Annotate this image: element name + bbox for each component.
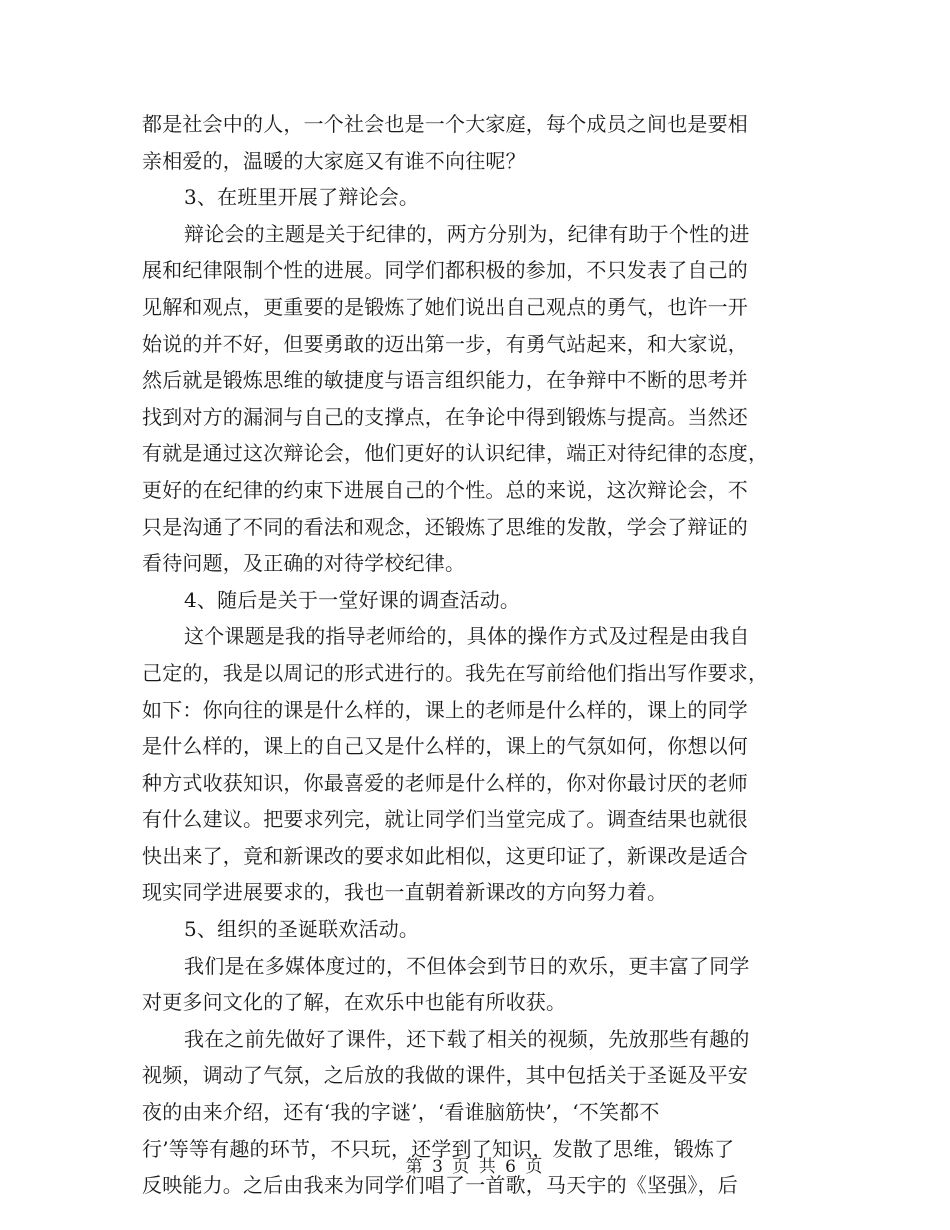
text-line: 然后就是锻炼思维的敏捷度与语言组织能力，在争辩中不断的思考并 — [142, 368, 748, 393]
text-line: 快出来了，竟和新课改的要求如此相似，这更印证了，新课改是适合 — [142, 843, 748, 868]
text-line: 现实同学进展要求的，我也一直朝着新课改的方向努力着。 — [142, 880, 668, 905]
text-line: 只是沟通了不同的看法和观念，还锻炼了思维的发散，学会了辩证的 — [142, 514, 748, 539]
text-line: 夜的由来介绍，还有‘我的字谜’，‘看谁脑筋快’，‘不笑都不 — [142, 1100, 660, 1125]
text-line: 对更多问文化的了解，在欢乐中也能有所收获。 — [142, 990, 567, 1015]
body-text — [142, 106, 797, 1204]
text-line: 我在之前先做好了课件，还下载了相关的视频，先放那些有趣的 — [184, 1026, 750, 1051]
text-line: 有什么建议。把要求列完，就让同学们当堂完成了。调查结果也就很 — [142, 807, 748, 832]
section-heading: 5、组织的圣诞联欢活动。 — [184, 917, 420, 942]
text-line: 种方式收获知识，你最喜爱的老师是什么样的，你对你最讨厌的老师 — [142, 770, 748, 795]
text-line: 看待问题，及正确的对待学校纪律。 — [142, 551, 466, 576]
text-line: 反映能力。之后由我来为同学们唱了一首歌，马天宇的《坚强》，后 — [142, 1173, 738, 1198]
text-line: 这个课题是我的指导老师给的，具体的操作方式及过程是由我自 — [184, 624, 750, 649]
text-line: 都是社会中的人，一个社会也是一个大家庭，每个成员之间也是要相 — [142, 112, 748, 136]
text-line: 展和纪律限制个性的进展。同学们都积极的参加，不只发表了自己的 — [142, 258, 748, 283]
text-line: 亲相爱的，温暖的大家庭又有谁不向往呢？ — [142, 148, 526, 173]
text-line: 视频，调动了气氛，之后放的我做的课件，其中包括关于圣诞及平安 — [142, 1063, 748, 1088]
section-heading: 4、随后是关于一堂好课的调查活动。 — [184, 587, 521, 612]
text-line: 如下：你向往的课是什么样的，课上的老师是什么样的，课上的同学 — [142, 697, 748, 722]
text-line: 己定的，我是以周记的形式进行的。我先在写前给他们指出写作要求， — [142, 660, 769, 685]
text-line: 更好的在纪律的约束下进展自己的个性。总的来说，这次辩论会，不 — [142, 477, 748, 502]
text-line: 我们是在多媒体度过的，不但体会到节日的欢乐，更丰富了同学 — [184, 953, 750, 978]
text-line: 行’等等有趣的环节，不只玩，还学到了知识，发散了思维，锻炼了 — [142, 1136, 735, 1161]
text-line: 见解和观点，更重要的是锻炼了她们说出自己观点的勇气，也许一开 — [142, 294, 748, 319]
text-line: 有就是通过这次辩论会，他们更好的认识纪律，端正对待纪律的态度， — [142, 441, 769, 466]
page-number: 第 3 页 共 6 页 — [405, 1157, 545, 1177]
section-heading: 3、在班里开展了辩论会。 — [184, 185, 420, 210]
text-line: 始说的并不好，但要勇敢的迈出第一步，有勇气站起来，和大家说， — [142, 331, 748, 356]
text-line: 找到对方的漏洞与自己的支撑点，在争论中得到锻炼与提高。当然还 — [142, 404, 748, 429]
text-line: 辩论会的主题是关于纪律的，两方分别为，纪律有助于个性的进 — [184, 221, 750, 246]
text-line: 是什么样的，课上的自己又是什么样的，课上的气氛如何，你想以何 — [142, 734, 748, 759]
